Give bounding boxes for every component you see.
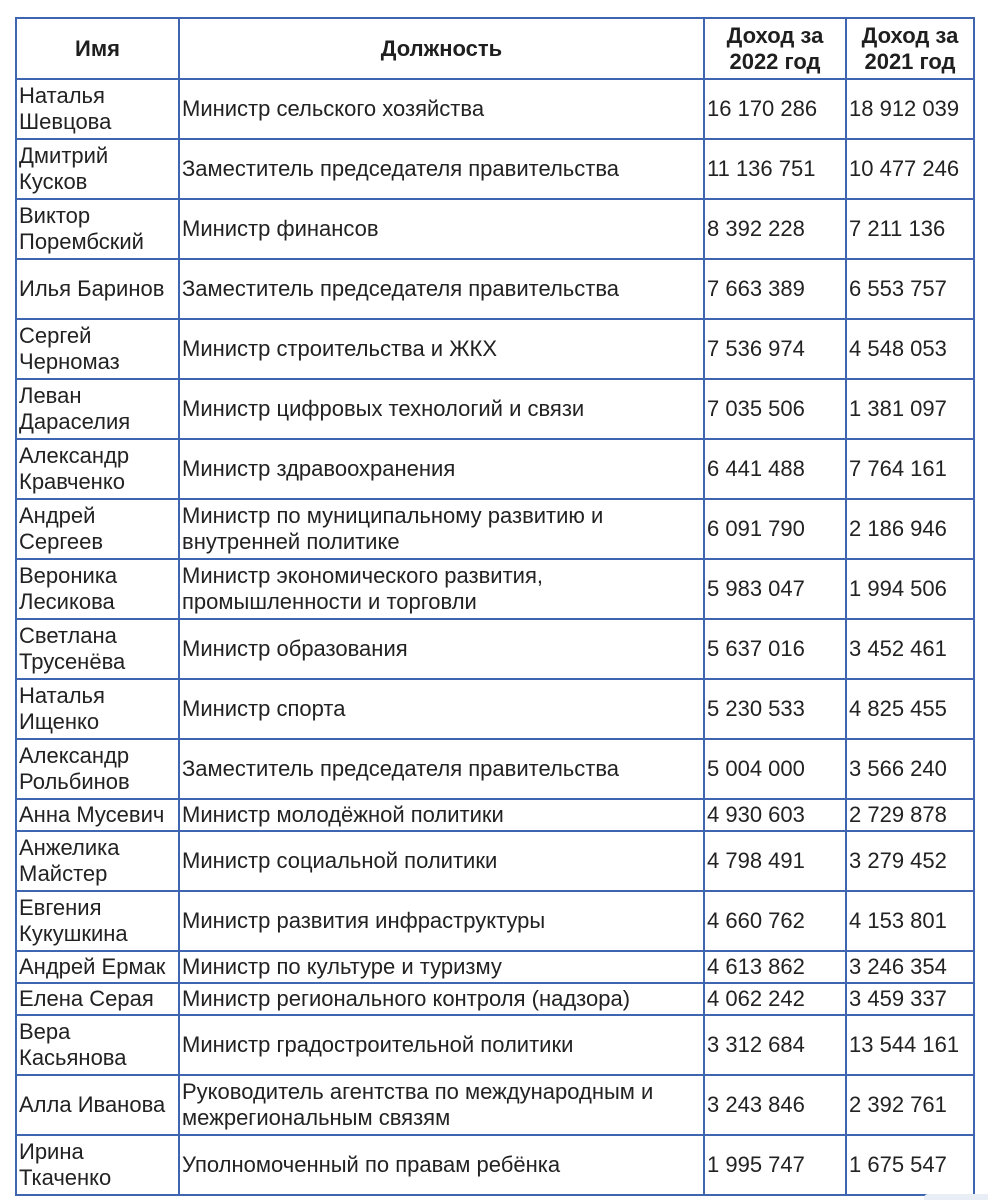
cell-position: Министр социальной политики bbox=[179, 831, 704, 891]
cell-name: Вера Касьянова bbox=[16, 1015, 179, 1075]
table-body bbox=[16, 79, 974, 1195]
cell-income-2021: 1 675 547 bbox=[846, 1135, 974, 1195]
table-row bbox=[16, 139, 974, 199]
header-name: Имя bbox=[16, 18, 179, 79]
cell-income-2021: 1 381 097 bbox=[846, 379, 974, 439]
cell-position: Заместитель председателя правительства bbox=[179, 139, 704, 199]
cell-income-2022: 4 062 242 bbox=[704, 983, 846, 1015]
cell-income-2021: 18 912 039 bbox=[846, 79, 974, 139]
cell-position: Министр цифровых технологий и связи bbox=[179, 379, 704, 439]
cell-name: Алла Иванова bbox=[16, 1075, 179, 1135]
cell-income-2022: 6 441 488 bbox=[704, 439, 846, 499]
cell-income-2021: 4 548 053 bbox=[846, 319, 974, 379]
cell-position: Министр градостроительной политики bbox=[179, 1015, 704, 1075]
cell-name: Наталья Ищенко bbox=[16, 679, 179, 739]
table-row bbox=[16, 739, 974, 799]
header-row bbox=[16, 18, 974, 79]
table-row bbox=[16, 679, 974, 739]
cell-income-2022: 3 312 684 bbox=[704, 1015, 846, 1075]
cell-income-2022: 7 536 974 bbox=[704, 319, 846, 379]
table-row bbox=[16, 199, 974, 259]
header-income-2022: Доход за 2022 год bbox=[704, 18, 846, 79]
cell-income-2022: 11 136 751 bbox=[704, 139, 846, 199]
cell-position: Министр по культуре и туризму bbox=[179, 951, 704, 983]
table-row bbox=[16, 983, 974, 1015]
table-row bbox=[16, 619, 974, 679]
cell-income-2022: 5 230 533 bbox=[704, 679, 846, 739]
cell-income-2021: 7 211 136 bbox=[846, 199, 974, 259]
cell-name: Наталья Шевцова bbox=[16, 79, 179, 139]
table-row bbox=[16, 259, 974, 319]
cell-income-2021: 13 544 161 bbox=[846, 1015, 974, 1075]
cell-income-2022: 5 983 047 bbox=[704, 559, 846, 619]
cell-income-2022: 5 637 016 bbox=[704, 619, 846, 679]
table-row bbox=[16, 79, 974, 139]
cell-position: Министр образования bbox=[179, 619, 704, 679]
table-row bbox=[16, 559, 974, 619]
cell-income-2021: 2 729 878 bbox=[846, 799, 974, 831]
table-row bbox=[16, 891, 974, 951]
table-row bbox=[16, 1075, 974, 1135]
cell-position: Министр финансов bbox=[179, 199, 704, 259]
cell-name: Евгения Кукушкина bbox=[16, 891, 179, 951]
cell-income-2021: 1 994 506 bbox=[846, 559, 974, 619]
table-row bbox=[16, 1135, 974, 1195]
cell-position: Министр по муниципальному развитию и внутренней политике bbox=[179, 499, 704, 559]
cell-position: Министр строительства и ЖКХ bbox=[179, 319, 704, 379]
cell-position: Министр развития инфраструктуры bbox=[179, 891, 704, 951]
cell-income-2022: 1 995 747 bbox=[704, 1135, 846, 1195]
table-row bbox=[16, 831, 974, 891]
cell-name: Дмитрий Кусков bbox=[16, 139, 179, 199]
cell-position: Министр здравоохранения bbox=[179, 439, 704, 499]
cell-income-2022: 4 930 603 bbox=[704, 799, 846, 831]
cell-position: Заместитель председателя правительства bbox=[179, 739, 704, 799]
cell-position: Уполномоченный по правам ребёнка bbox=[179, 1135, 704, 1195]
cell-income-2022: 4 660 762 bbox=[704, 891, 846, 951]
cell-income-2021: 7 764 161 bbox=[846, 439, 974, 499]
cell-income-2021: 4 825 455 bbox=[846, 679, 974, 739]
cell-income-2022: 4 613 862 bbox=[704, 951, 846, 983]
cell-income-2022: 16 170 286 bbox=[704, 79, 846, 139]
cell-income-2022: 8 392 228 bbox=[704, 199, 846, 259]
cell-name: Анна Мусевич bbox=[16, 799, 179, 831]
cell-name: Александр Кравченко bbox=[16, 439, 179, 499]
cell-name: Вероника Лесикова bbox=[16, 559, 179, 619]
cell-name: Леван Дараселия bbox=[16, 379, 179, 439]
cell-income-2021: 3 459 337 bbox=[846, 983, 974, 1015]
cell-income-2021: 10 477 246 bbox=[846, 139, 974, 199]
table-row bbox=[16, 379, 974, 439]
cell-income-2022: 7 035 506 bbox=[704, 379, 846, 439]
cell-position: Министр регионального контроля (надзора) bbox=[179, 983, 704, 1015]
cell-position: Руководитель агентства по международным и межрегиональным связям bbox=[179, 1075, 704, 1135]
corner-badge bbox=[924, 1194, 988, 1200]
header-income-2021: Доход за 2021 год bbox=[846, 18, 974, 79]
cell-name: Ирина Ткаченко bbox=[16, 1135, 179, 1195]
cell-position: Министр молодёжной политики bbox=[179, 799, 704, 831]
cell-name: Виктор Порембский bbox=[16, 199, 179, 259]
cell-position: Министр экономического развития, промышленности и торговли bbox=[179, 559, 704, 619]
cell-position: Министр спорта bbox=[179, 679, 704, 739]
cell-income-2021: 4 153 801 bbox=[846, 891, 974, 951]
cell-name: Сергей Черномаз bbox=[16, 319, 179, 379]
cell-income-2022: 7 663 389 bbox=[704, 259, 846, 319]
cell-income-2021: 2 392 761 bbox=[846, 1075, 974, 1135]
table-row bbox=[16, 951, 974, 983]
cell-name: Анжелика Майстер bbox=[16, 831, 179, 891]
cell-income-2022: 6 091 790 bbox=[704, 499, 846, 559]
cell-name: Елена Серая bbox=[16, 983, 179, 1015]
cell-income-2021: 3 566 240 bbox=[846, 739, 974, 799]
cell-name: Светлана Трусенёва bbox=[16, 619, 179, 679]
table-row bbox=[16, 319, 974, 379]
cell-name: Андрей Сергеев bbox=[16, 499, 179, 559]
table-row bbox=[16, 499, 974, 559]
income-table bbox=[15, 17, 975, 1196]
cell-name: Андрей Ермак bbox=[16, 951, 179, 983]
cell-position: Министр сельского хозяйства bbox=[179, 79, 704, 139]
cell-income-2022: 4 798 491 bbox=[704, 831, 846, 891]
cell-name: Александр Рольбинов bbox=[16, 739, 179, 799]
table-row bbox=[16, 439, 974, 499]
cell-position: Заместитель председателя правительства bbox=[179, 259, 704, 319]
cell-income-2021: 2 186 946 bbox=[846, 499, 974, 559]
cell-name: Илья Баринов bbox=[16, 259, 179, 319]
cell-income-2022: 5 004 000 bbox=[704, 739, 846, 799]
cell-income-2021: 3 279 452 bbox=[846, 831, 974, 891]
cell-income-2022: 3 243 846 bbox=[704, 1075, 846, 1135]
cell-income-2021: 3 246 354 bbox=[846, 951, 974, 983]
table-row bbox=[16, 1015, 974, 1075]
cell-income-2021: 6 553 757 bbox=[846, 259, 974, 319]
header-position: Должность bbox=[179, 18, 704, 79]
table-row bbox=[16, 799, 974, 831]
cell-income-2021: 3 452 461 bbox=[846, 619, 974, 679]
